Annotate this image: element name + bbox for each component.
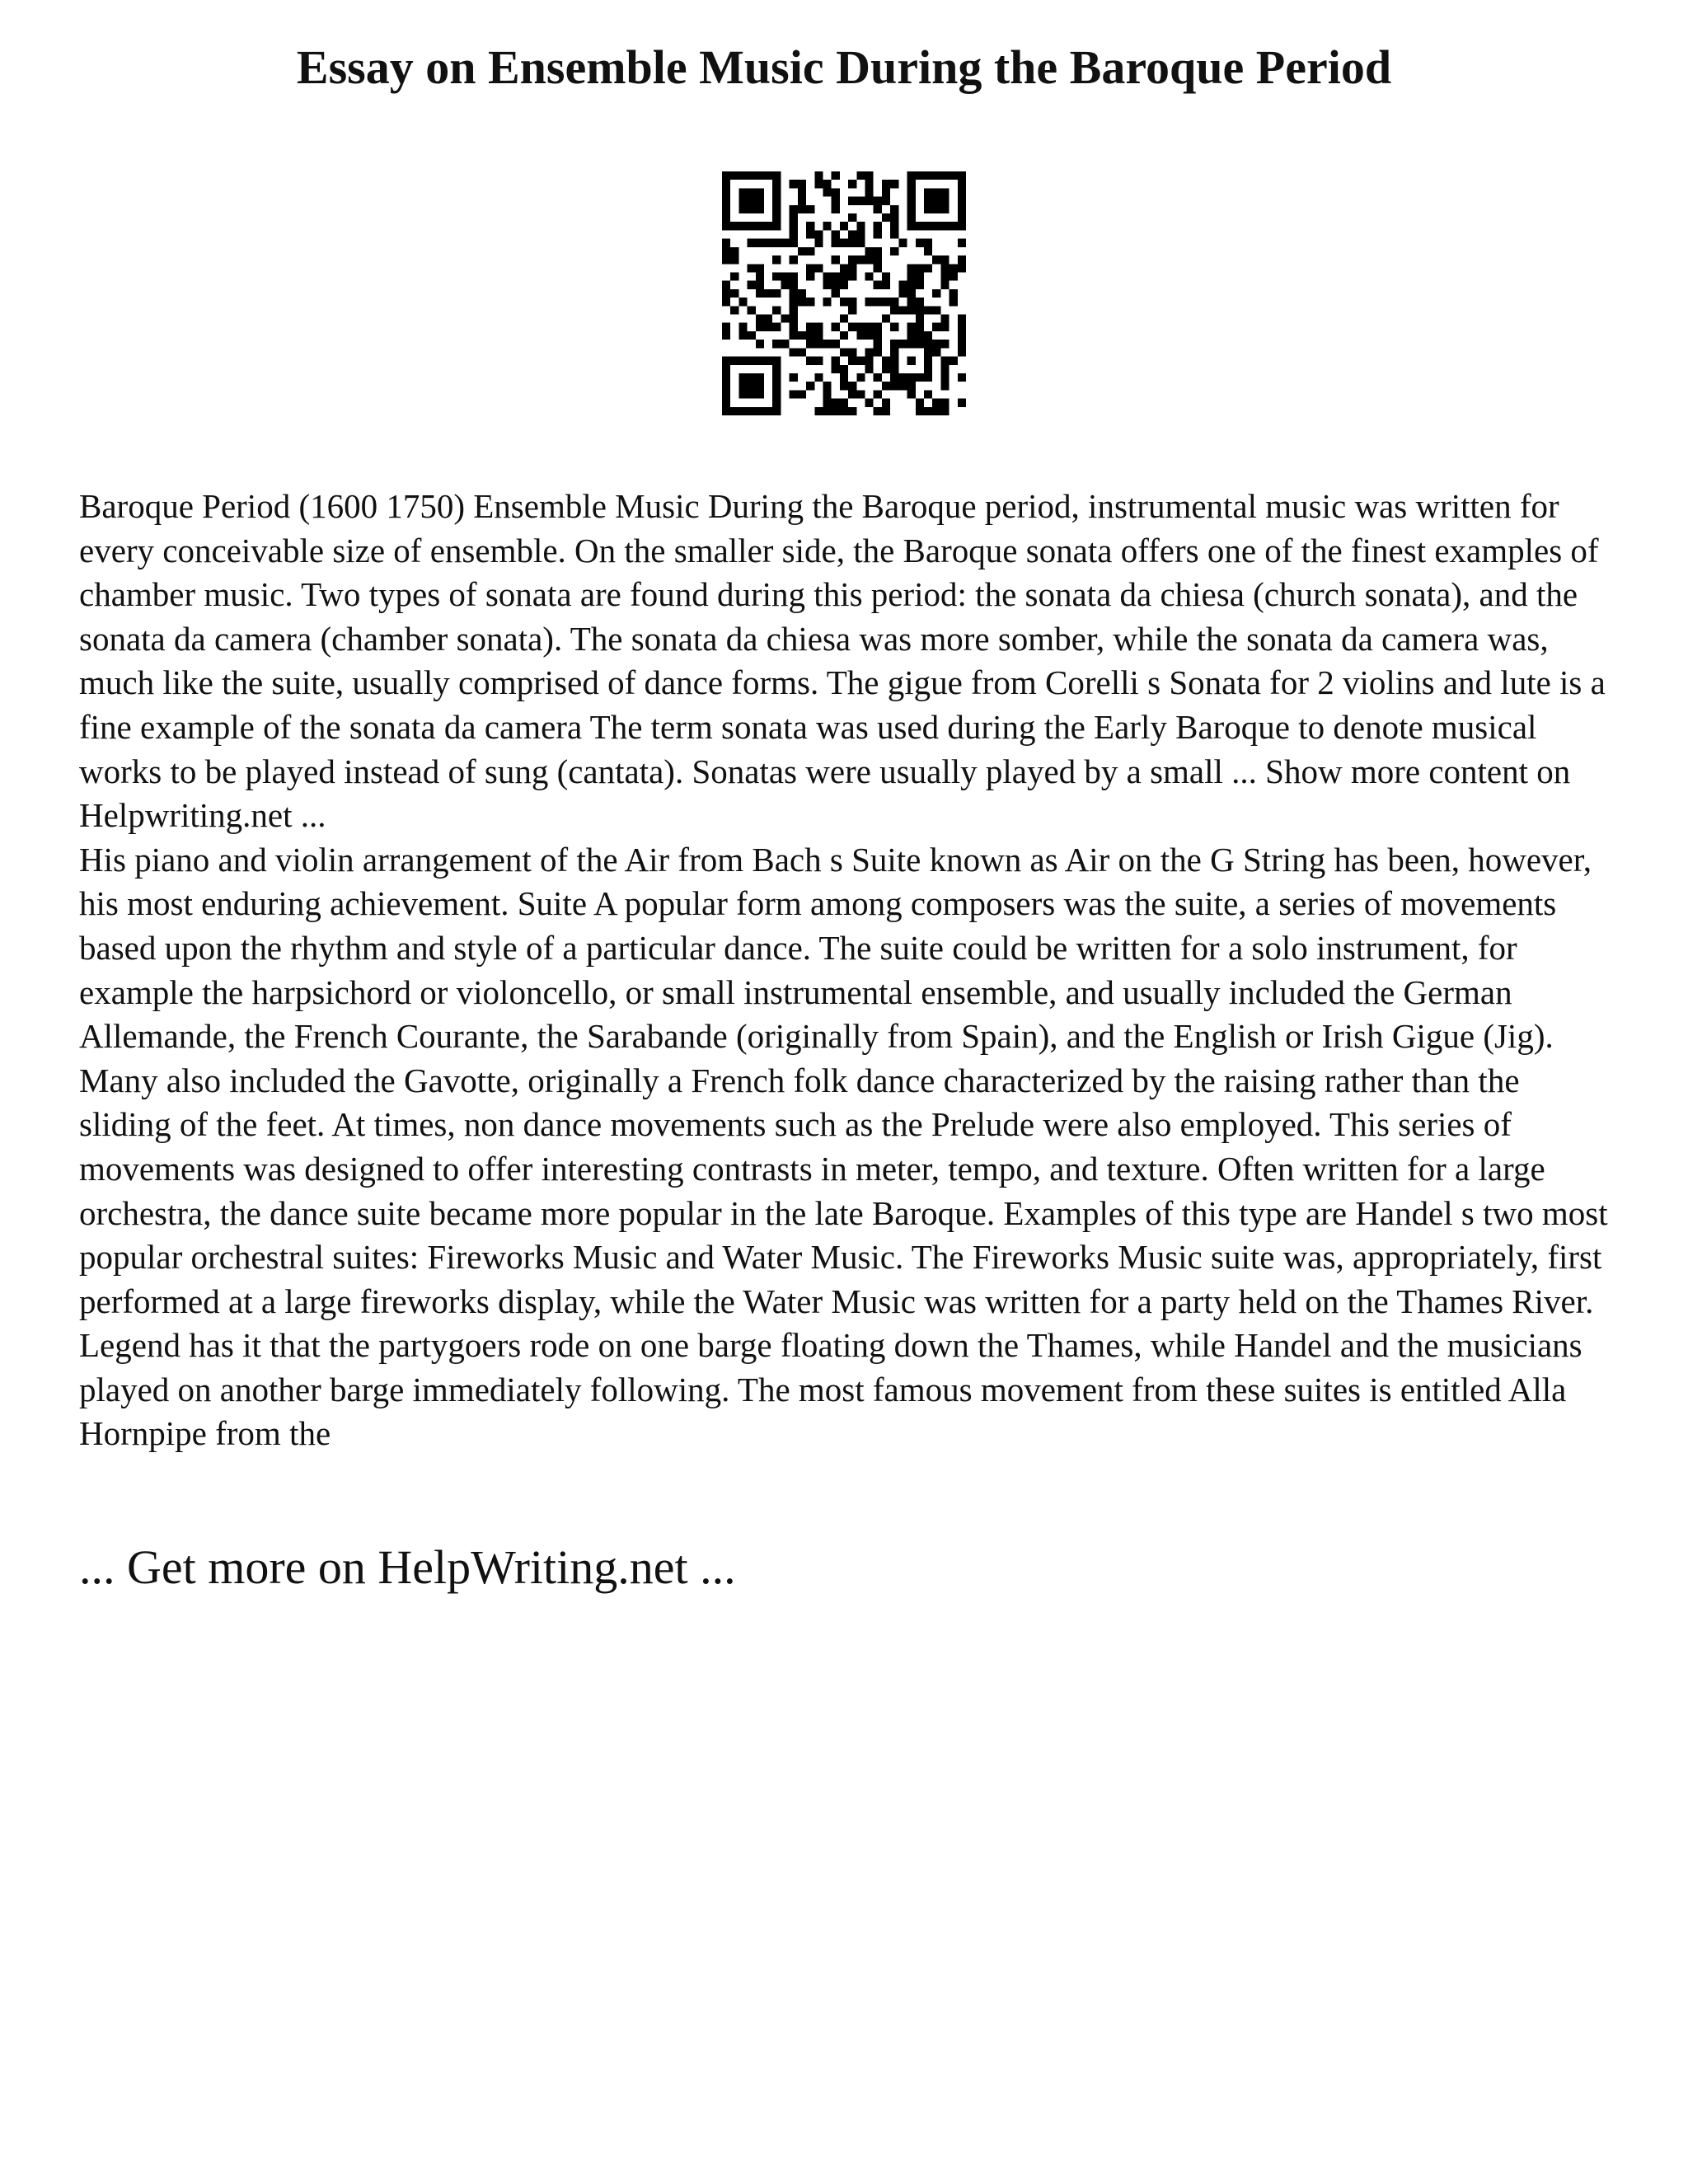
get-more-link[interactable]: ... Get more on HelpWriting.net ... bbox=[79, 1540, 736, 1594]
qr-code-icon bbox=[722, 171, 966, 415]
paragraph: Baroque Period (1600 1750) Ensemble Music During the Baroque period, instrumental music was written for every conceivable size of ensemble. On the smaller side, the Baroque sonata offers one of the finest examples of chamber music. Two types of sonata are found during this period: the sonata da chiesa (church sonata), and the sonata da camera (chamber sonata). The sonata da chiesa was more somber, while the sonata da camera was, much like the suite, usually comprised of dance forms. The gigue from Corelli s Sonata for 2 violins and lute is a fine example of the sonata da camera The term sonata was used during the Early Baroque to denote musical works to be played instead of sung (cantata). Sonatas were usually played by a small ... Show more content on Helpwriting.net ... bbox=[79, 487, 1606, 835]
page-title: Essay on Ensemble Music During the Baroque Period bbox=[296, 40, 1392, 94]
essay-body bbox=[79, 485, 1612, 1456]
paragraph: His piano and violin arrangement of the Air from Bach s Suite known as Air on the G String has been, however, his most enduring achievement. Suite A popular form among composers was the suite, a series of movements based upon the rhythm and style of a particular dance. The suite could be written for a solo instrument, for example the harpsichord or violoncello, or small instrumental ensemble, and usually included the German Allemande, the French Courante, the Sarabande (originally from Spain), and the English or Irish Gigue (Jig). Many also included the Gavotte, originally a French folk dance characterized by the raising rather than the sliding of the feet. At times, non dance movements such as the Prelude were also employed. This series of movements was designed to offer interesting contrasts in meter, tempo, and texture. Often written for a large orchestra, the dance suite became more popular in the late Baroque. Examples of this type are Handel s two most popular orchestral suites: Fireworks Music and Water Music. The Fireworks Music suite was, appropriately, first performed at a large fireworks display, while the Water Music was written for a party held on the Thames River. Legend has it that the partygoers rode on one barge floating down the Thames, while Handel and the musicians played on another barge immediately following. The most famous movement from these suites is entitled Alla Hornpipe from the bbox=[79, 840, 1608, 1453]
